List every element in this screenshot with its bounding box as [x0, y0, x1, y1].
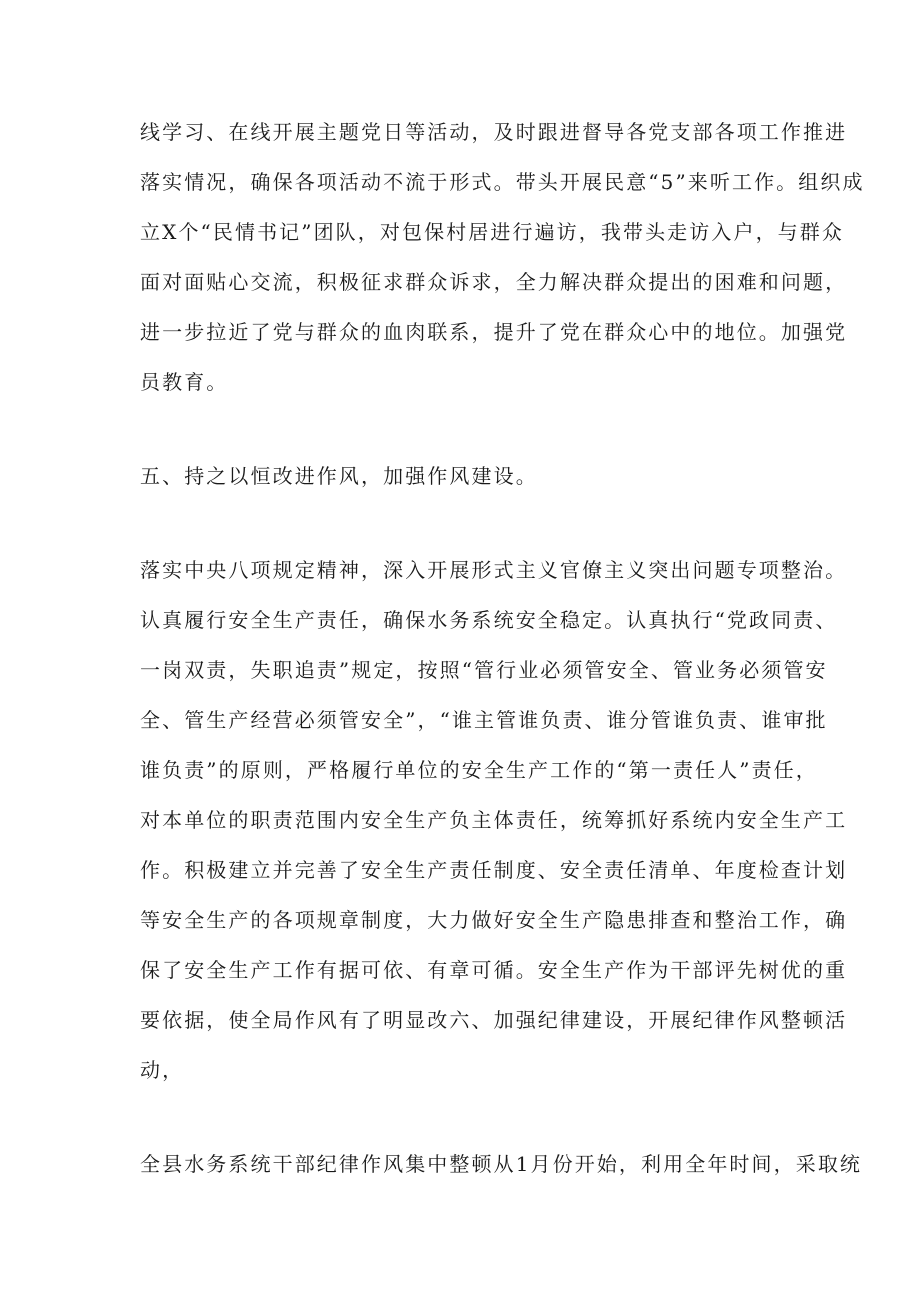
- text-line: 等安全生产的各项规章制度，大力做好安全生产隐患排查和整治工作，确: [140, 908, 848, 932]
- text-line: 落实中央八项规定精神，深入开展形式主义官僚主义突出问题专项整治。: [140, 558, 848, 582]
- text-line: 作。积极建立并完善了安全生产责任制度、安全责任清单、年度检查计划: [140, 858, 848, 882]
- text-line: 进一步拉近了党与群众的血肉联系，提升了党在群众心中的地位。加强党: [140, 320, 848, 344]
- text-line: 线学习、在线开展主题党日等活动，及时跟进督导各党支部各项工作推进: [140, 120, 848, 144]
- text-line: 一岗双责，失职追责”规定，按照“管行业必须管安全、管业务必须管安: [140, 658, 828, 682]
- text-line: 谁负责”的原则，严格履行单位的安全生产工作的“第一责任人”责任，: [140, 758, 818, 782]
- text-line: 对本单位的职责范围内安全生产负主体责任，统筹抓好系统内安全生产工: [140, 808, 848, 832]
- section-heading-5: 五、持之以恒改进作风，加强作风建设。: [140, 464, 538, 488]
- text-line: 全县水务系统干部纪律作风集中整顿从1月份开始，利用全年时间，采取统: [140, 1152, 863, 1176]
- text-line: 认真履行安全生产责任，确保水务系统安全稳定。认真执行“党政同责、: [140, 608, 838, 632]
- text-line: 动，: [140, 1058, 185, 1082]
- text-line: 立X个“民情书记”团队，对包保村居进行遍访，我带头走访入户，与群众: [140, 220, 844, 244]
- text-line: 员教育。: [140, 370, 229, 394]
- text-line: 要依据，使全局作风有了明显改六、加强纪律建设，开展纪律作风整顿活: [140, 1008, 848, 1032]
- text-line: 保了安全生产工作有据可依、有章可循。安全生产作为干部评先树优的重: [140, 958, 848, 982]
- text-line: 落实情况，确保各项活动不流于形式。带头开展民意“5”来听工作。组织成: [140, 170, 865, 194]
- text-line: 面对面贴心交流，积极征求群众诉求，全力解决群众提出的困难和问题，: [140, 270, 848, 294]
- text-line: 全、管生产经营必须管安全”，“谁主管谁负责、谁分管谁负责、谁审批: [140, 708, 828, 732]
